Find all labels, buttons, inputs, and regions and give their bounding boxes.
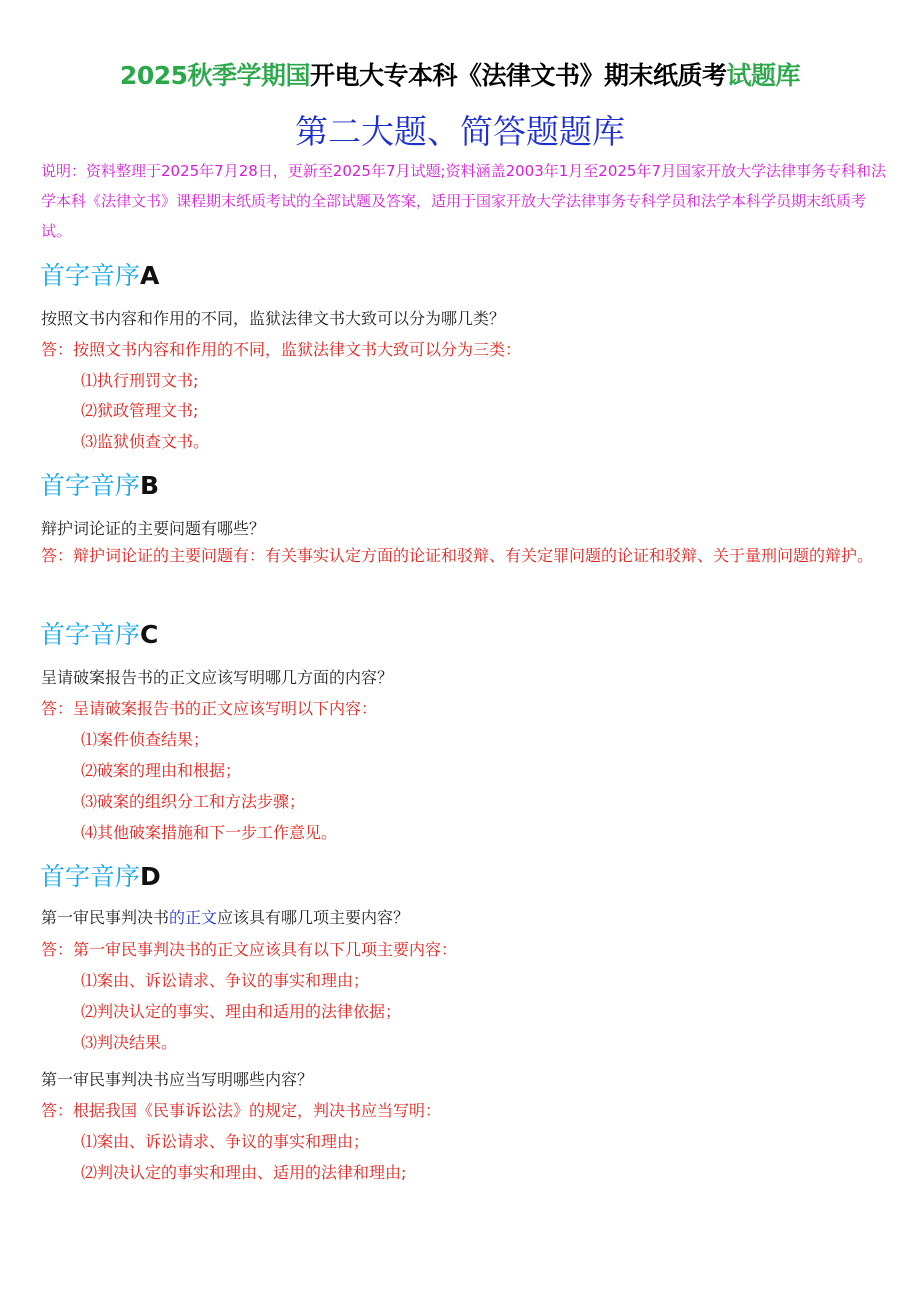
question-text: 第一审民事判决书应当写明哪些内容？ [41,1070,314,1089]
section-letter: D [140,862,161,891]
answer-item: ⑶判决结果。 [81,1033,178,1052]
question-part: 应该具有哪几项主要内容？ [217,908,410,927]
question-part: 第一审民事判决书 [41,908,170,927]
answer-text: 答：根据我国《民事诉讼法》的规定，判决书应当写明： [41,1101,442,1120]
answer-item: ⑵狱政管理文书; [81,401,199,420]
answer-item: ⑷其他破案措施和下一步工作意见。 [81,823,338,842]
title-part2: 开电大专本科《法律文书》期末纸质考 [310,61,727,90]
answer-item: ⑶破案的组织分工和方法步骤； [81,792,306,811]
section-letter: C [140,620,159,649]
section-letter: B [140,471,160,500]
section-heading-text: 首字音序 [40,620,141,649]
question-part-highlight: 的正文 [169,908,218,927]
section-heading-text: 首字音序 [40,471,141,500]
answer-item: ⑶监狱侦查文书。 [81,432,210,451]
title-part3: 试题库 [726,61,801,90]
question-text [41,905,409,928]
answer-item: ⑵破案的理由和根据； [81,761,242,780]
section-heading-text: 首字音序 [40,261,141,290]
title-year: 2025 [119,61,188,90]
description-note: 说明：资料整理于2025年7月28日，更新至2025年7月试题;资料涵盖2003年1月至2025年7月国家开放大学法律事务专科和法学本科《法律文书》课程期末纸质考试的全部试题及答案，适用于国家开放大学法律事务专科学员和法学本科学员期末纸质考试。 [41,162,887,240]
section-subtitle: 第二大题、简答题题库 [295,112,625,151]
question-text: 辩护词论证的主要问题有哪些？ [41,519,266,538]
answer-text: 答：呈请破案报告书的正文应该写明以下内容： [41,699,378,718]
section-heading-text: 首字音序 [40,862,141,891]
question-text: 按照文书内容和作用的不同，监狱法律文书大致可以分为哪几类？ [41,309,506,328]
section-heading-a [40,256,159,292]
answer-item: ⑴案由、诉讼请求、争议的事实和理由； [81,971,370,990]
section-letter: A [140,261,160,290]
question-text: 呈请破案报告书的正文应该写明哪几方面的内容？ [41,668,394,687]
section-heading-c [40,615,158,651]
answer-item: ⑴案件侦查结果； [81,730,210,749]
answer-item: ⑴执行刑罚文书; [81,371,199,390]
answer-text: 答：第一审民事判决书的正文应该具有以下几项主要内容： [41,940,458,959]
section-heading-b [40,466,159,502]
answer-item: ⑵判决认定的事实和理由、适用的法律和理由; [81,1163,407,1182]
page-title [0,56,920,92]
answer-item: ⑴案由、诉讼请求、争议的事实和理由； [81,1132,370,1151]
answer-text: 答：按照文书内容和作用的不同，监狱法律文书大致可以分为三类： [41,340,522,359]
answer-item: ⑵判决认定的事实、理由和适用的法律依据； [81,1002,402,1021]
section-heading-d [40,857,161,893]
answer-text: 答：辩护词论证的主要问题有：有关事实认定方面的论证和驳辩、有关定罪问题的论证和驳辩、关于量刑问题的辩护。 [41,546,874,565]
title-part1: 秋季学期国 [187,61,311,90]
